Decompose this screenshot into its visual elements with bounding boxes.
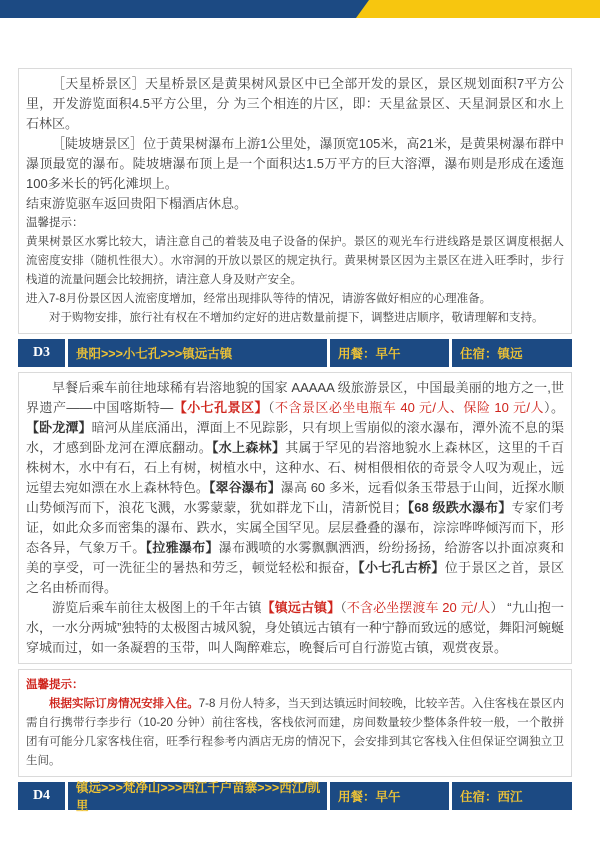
- paragraph: [26, 695, 564, 771]
- text-segment: （: [268, 400, 276, 415]
- text-segment-red-bold: 【小七孔景区】: [173, 400, 269, 415]
- notice-body: [26, 695, 564, 771]
- route-cell-d3: 贵阳>>>小七孔>>>镇远古镇: [68, 339, 327, 367]
- day3-description-box: [18, 372, 572, 664]
- meal-cell-d4: 用餐：早午: [330, 782, 449, 810]
- paragraph: [26, 233, 564, 290]
- text-segment-red: 不含景区必坐电瓶车 40 元/人、保险 10 元/人: [275, 400, 544, 415]
- day-label-d4: D4: [18, 782, 65, 810]
- text-segment: ） “九山抱一水，一水分两城”独特的太极图古城风貌，身处镇远古镇有一种宁静而致远的感觉，舞阳河蜿蜒穿城而过，如一条凝碧的玉带，叫人陶醉难忘，晚餐后可自行游览古镇，观赏夜景。: [26, 600, 564, 655]
- day-header-row-d4: [18, 781, 572, 813]
- paragraph: [26, 290, 564, 309]
- notice-box: [18, 669, 572, 777]
- paragraph: [26, 309, 564, 328]
- text-segment: 进入7-8月份景区因人流密度增加，经常出现排队等待的情况，请游客做好相应的心理准备。: [26, 293, 492, 305]
- text-segment-bold: 【翠谷瀑布】: [208, 480, 281, 495]
- lodging-cell-d4: 住宿：西江: [452, 782, 572, 810]
- text-segment-bold: 【小七孔古桥】: [358, 560, 445, 575]
- text-segment: 游览后乘车前往太极图上的千年古镇: [52, 600, 262, 615]
- text-segment: 早餐后乘车前往地球稀有岩溶地貌的国家 AAAAA 级旅游景区，中国最美丽的地方之一,世界遗产——中国喀斯特—: [26, 380, 564, 415]
- paragraph: [26, 598, 564, 658]
- text-segment-red: 不含必坐摆渡车 20 元/人: [346, 600, 491, 615]
- itinerary-table: [18, 68, 572, 815]
- text-segment-red-bold: 根据实际订房情况安排入住。: [49, 698, 199, 710]
- notice-title: 温馨提示：: [26, 679, 84, 691]
- text-segment: 暗河从崖底涌出，潭面上不见踪影，只有坝上雪崩似的滚水瀑布，潭外流不息的渠水，才感到卧龙河在潭底翻动。: [26, 420, 564, 455]
- text-segment-bold: 【水上森林】: [212, 440, 286, 455]
- text-segment: ［陡坡塘景区］位于黄果树瀑布上游1公里处，瀑顶宽105米，高21米，是黄果树瀑布群中瀑顶最宽的瀑布。陡坡塘瀑布顶上是一个面积达1.5万平方的巨大溶潭，瀑布则是形成在逶迤100多米长的钙化滩坝上。: [26, 136, 564, 191]
- lodging-cell-d3: 住宿：镇远: [452, 339, 572, 367]
- text-segment: ）。: [544, 400, 564, 415]
- day-header-row-d3: [18, 339, 572, 367]
- text-segment: 其属于罕见的岩溶地貌水上森林区，这里的千百株树木，水中有石，石上有树，树植水中，这种水、石、树相偎相依的奇景令人叹为观止，远远望去宛如漂在水上森林特色。: [26, 440, 564, 495]
- text-segment-red-bold: 【镇远古镇】: [261, 600, 341, 615]
- text-segment: 瀑高 60 多米，远看似条玉带悬于山间，近探水顺山势倾泻而下，浪花飞溅，水雾蒙蒙，犹如群龙下山，清新悦目；: [26, 480, 564, 515]
- day-label-d3: D3: [18, 339, 65, 367]
- text-segment: 温馨提示：: [26, 217, 84, 229]
- paragraph: [26, 74, 564, 134]
- meal-cell-d3: 用餐：早午: [330, 339, 449, 367]
- text-segment-bold: 【68 级跌水瀑布】: [407, 500, 512, 515]
- text-segment: 瀑布溅喷的水雾飘飘洒洒，纷纷扬扬，给游客以扑面凉爽和美的享受，可一洗征尘的暑热和劳乏，顿觉轻松和振奋，: [26, 540, 564, 575]
- text-segment-bold: 【拉雅瀑布】: [145, 540, 219, 555]
- text-segment: 结束游览驱车返回贵阳下榻酒店休息。: [26, 196, 248, 211]
- text-segment: ［天星桥景区］天星桥景区是黄果树风景区中已全部开发的景区，景区规划面积7平方公里，开发游览面积4.5平方公里，分 为三个相连的片区，即：天星盆景区、天星洞景区和水上石林区。: [26, 76, 564, 131]
- text-segment: 黄果树景区水雾比较大，请注意自己的着装及电子设备的保护。景区的观光车行进线路是景区调度根据人流密度安排（随机性很大）。水帘洞的开放以景区的规定执行。黄果树景区因为主景区在进入旺季时，步行栈道的流量问题会比较拥挤，请注意人身及财产安全。: [26, 236, 564, 286]
- paragraph: [26, 194, 564, 214]
- paragraph: [26, 214, 564, 233]
- text-segment: 位于景区之首，景区之名由桥而得。: [26, 560, 564, 595]
- text-segment: 对于购物安排，旅行社有权在不增加约定好的进店数量前提下，调整进店顺序，敬请理解和支持。: [49, 312, 544, 324]
- paragraph: [26, 378, 564, 598]
- route-cell-d4: 镇远>>>梵净山>>>西江千户苗寨>>>西江/凯里: [68, 782, 327, 810]
- text-segment: （: [340, 600, 347, 615]
- day2-description-box: [18, 68, 572, 334]
- text-segment: 7-8 月份人特多，当天到达镇远时间较晚，比较辛苦。入住客栈在景区内需自行携带行李步行（10-20 分钟）前往客栈，客栈依河而建，房间数量较少整体条件较一般，一个散拼团有可能分几家客栈住宿，旺季行程参考内酒店无房的情况下，会安排到其它客栈入住但保证空调独立卫生间。: [26, 698, 565, 767]
- paragraph: [26, 134, 564, 194]
- text-segment-bold: 【卧龙潭】: [26, 420, 92, 435]
- text-segment: 专家们考证，如此众多而密集的瀑布、跌水，实属全国罕见。层层叠叠的瀑布，淙淙哗哗倾泻而下，形态各异，气象万千。: [26, 500, 564, 555]
